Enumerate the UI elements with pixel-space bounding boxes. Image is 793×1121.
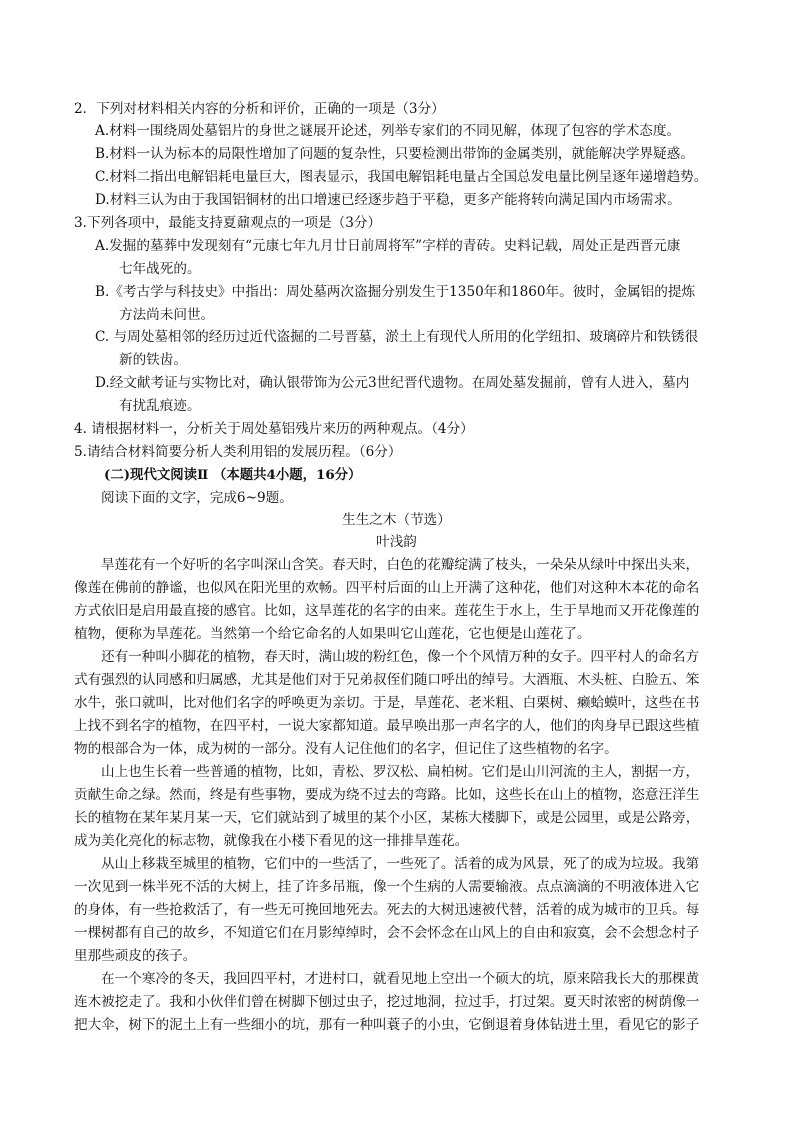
question-3-option-d-line1: D.经文献考证与实物比对，确认银带饰为公元3世纪晋代遗物。在周处墓发掘前，曾有人进入，墓内 [95,375,690,391]
question-3-option-a-line2: 七年战死的。 [119,261,201,277]
question-3-option-b-line2: 方法尚未问世。 [119,307,215,323]
paragraph-2-line: 水牛，张口就叫，比对他们名字的呼唤更为亲切。于是，旱莲花、老米粗、白栗树、癞蛤蟆叶，这些在书 [74,695,700,711]
paragraph-2-line: 式有强烈的认同感和归属感，尤其是他们对于兄弟叔侄们随口呼出的绰号。大酒瓶、木头桩、白脸五、笨 [74,672,700,688]
question-2-option-b: B.材料一认为标本的局限性增加了问题的复杂性，只要检测出带饰的金属类别，就能解决学界疑惑。 [95,146,694,162]
paragraph-4-line: 从山上移栽至城里的植物，它们中的一些活了，一些死了。活着的成为风景，死了的成为垃圾。我第 [101,856,700,872]
question-3-stem: 3.下列各项中，最能支持夏鼐观点的一项是（3分） [74,215,382,231]
question-3-option-c-line1: C. 与周处墓相邻的经历过近代盗掘的二号晋墓，淤土上有现代人所用的化学纽扣、玻璃碎片和铁锈很 [95,329,699,345]
paragraph-5-line: 连木被挖走了。我和小伙伴们曾在树脚下刨过虫子，挖过地洞，拉过手，打过架。夏天时浓密的树荫像一 [74,994,700,1010]
question-2-stem: 2．下列对材料相关内容的分析和评价，正确的一项是（3分） [74,101,445,117]
paragraph-1-line: 方式依旧是启用最直接的感官。比如，这旱莲花的名字的由来。莲花生于水上，生于旱地而又开花像莲的 [74,603,700,619]
paragraph-5-line: 在一个寒冷的冬天，我回四平村，才进村口，就看见地上空出一个硕大的坑，原来陪我长大的那棵黄 [101,971,700,987]
paragraph-4-line: 一棵树都有自己的故乡，不知道它们在月影绰绰时，会不会怀念在山风上的自由和寂寞，会不会想念村子 [74,925,700,941]
question-5: 5.请结合材料简要分析人类利用铝的发展历程。（6分） [74,444,402,460]
article-author: 叶浅韵 [376,534,417,550]
question-2-option-a: A.材料一围绕周处墓铝片的身世之谜展开论述，列举专家们的不同见解，体现了包容的学术态度。 [95,123,681,139]
paragraph-3-line: 成为美化亮化的标志物，就像我在小楼下看见的这一排排旱莲花。 [74,833,469,849]
question-4: 4. 请根据材料一，分析关于周处墓铝残片来历的两种观点。（4分） [74,421,474,437]
paragraph-3-line: 贡献生命之绿。然而，终是有些事物，要成为绕不过去的弯路。比如，这些长在山上的植物，恣意汪洋生 [74,787,700,803]
question-3-option-a-line1: A.发掘的墓葬中发现刻有“元康七年九月廿日前周将军”字样的青砖。史料记载，周处正是西晋元康 [95,238,681,254]
paragraph-1-line: 像莲在佛前的静谧，也似风在阳光里的欢畅。四平村后面的山上开满了这种花，他们对这种木本花的命名 [74,580,700,596]
question-3-option-c-line2: 新的铁齿。 [119,352,187,368]
paragraph-4-line: 一次见到一株半死不活的大树上，挂了许多吊瓶，像一个生病的人需要输液。点点滴滴的不明液体进入它 [74,879,700,895]
question-3-option-d-line2: 有扰乱痕迹。 [119,398,201,414]
question-2-option-c: C.材料二指出电解铝耗电量巨大，图表显示，我国电解铝耗电量占全国总发电量比例呈逐年递增趋势。 [95,169,708,185]
paragraph-4-line: 里那些顽皮的孩子。 [74,948,197,964]
paragraph-2-line: 物的根部合为一体，成为树的一部分。没有人记住他们的名字，但记住了这些植物的名字。 [74,741,618,757]
article-title: 生生之木（节选） [342,512,451,528]
paragraph-3-line: 长的植物在某年某月某一天，它们就站到了城里的某个小区，某栋大楼脚下，或是公园里，或是公路旁， [74,810,700,826]
paragraph-1-line: 旱莲花有一个好听的名字叫深山含笑。春天时，白色的花瓣绽满了枝头，一朵朵从绿叶中探出头来， [101,557,700,573]
question-2-option-d: D.材料三认为由于我国铝铜材的出口增速已经逐步趋于平稳，更多产能将转向满足国内市场需求。 [95,192,681,208]
paragraph-3-line: 山上也生长着一些普通的植物，比如，青松、罗汉松、扁柏树。它们是山川河流的主人，割据一方， [101,764,700,780]
paragraph-5-line: 把大伞，树下的泥土上有一些细小的坑，那有一种叫蓑子的小虫，它倒退着身体钻进土里，看见它的影子 [74,1017,700,1033]
question-3-option-b-line1: B.《考古学与科技史》中指出：周处墓两次盗掘分别发生于1350年和1860年。彼时，金属铝的提炼 [95,284,696,300]
paragraph-2-line: 还有一种叫小脚花的植物，春天时，满山坡的粉红色，像一个个风情万种的女子。四平村人的命名方 [101,649,700,665]
paragraph-2-line: 上找不到名字的植物，在四平村，一说大家都知道。最早唤出那一声名字的人，他们的肉身早已跟这些植 [74,718,700,734]
paragraph-1-line: 植物，便称为旱莲花。当然第一个给它命名的人如果叫它山莲花，它也便是山莲花了。 [74,626,591,642]
paragraph-4-line: 的身体，有一些抢救活了，有一些无可挽回地死去。死去的大树迅速被代替，活着的成为城市的卫兵。每 [74,902,700,918]
section-heading: (二)现代文阅读Ⅱ （本题共4小题，16分） [104,467,362,483]
reading-instruction: 阅读下面的文字，完成6~9题。 [101,490,293,506]
